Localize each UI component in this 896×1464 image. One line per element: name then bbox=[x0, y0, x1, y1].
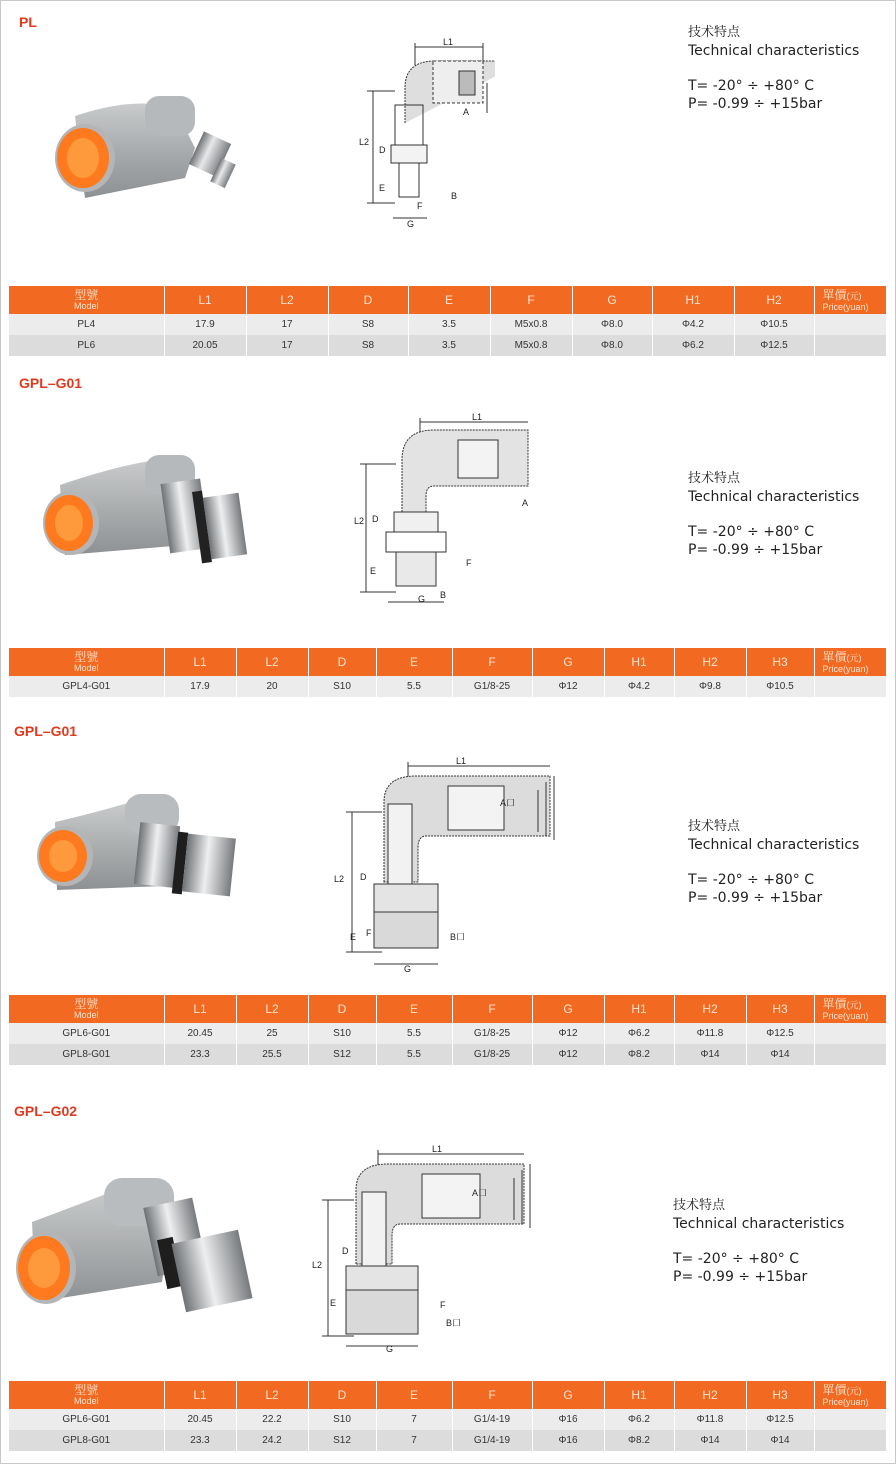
cell: S12 bbox=[308, 1044, 376, 1065]
dim-l1: L1 bbox=[443, 37, 454, 47]
port-b: B bbox=[440, 590, 447, 600]
header-col: E bbox=[376, 995, 452, 1023]
dim-g: G bbox=[404, 964, 412, 974]
dim-f: F bbox=[440, 1300, 446, 1310]
dim-e: E bbox=[370, 566, 377, 576]
cell: 22.2 bbox=[236, 1409, 308, 1430]
header-col: H1 bbox=[604, 1381, 674, 1409]
cell: Φ8.2 bbox=[604, 1044, 674, 1065]
header-col: L2 bbox=[236, 1381, 308, 1409]
cell: G1/8-25 bbox=[452, 1023, 532, 1044]
table-row bbox=[9, 1430, 886, 1451]
cell: 3.5 bbox=[408, 314, 490, 335]
tech-label-en: Technical characteristics bbox=[688, 837, 860, 853]
dim-d: D bbox=[360, 872, 367, 882]
product-photo-pl bbox=[45, 88, 245, 218]
cell: 20.45 bbox=[164, 1023, 236, 1044]
cell: Φ4.2 bbox=[652, 314, 734, 335]
cell: S10 bbox=[308, 1023, 376, 1044]
header-col: H1 bbox=[604, 648, 674, 676]
spec-table-gpl-g01-a bbox=[9, 648, 887, 697]
header-col: G bbox=[532, 995, 604, 1023]
header-model: 型號 Model bbox=[9, 1381, 164, 1409]
header-col: E bbox=[376, 1381, 452, 1409]
cell-model: GPL8-G01 bbox=[9, 1044, 164, 1065]
header-col: H3 bbox=[746, 995, 814, 1023]
header-col: H1 bbox=[652, 286, 734, 314]
tech-label-cn: 技术特点 bbox=[688, 25, 741, 40]
cell: Φ4.2 bbox=[604, 676, 674, 697]
drawing-gpl-g02 bbox=[310, 1140, 540, 1355]
port-a: A bbox=[522, 498, 529, 508]
section-title-gpl-g02: GPL–G02 bbox=[14, 1103, 78, 1119]
header-col: H2 bbox=[674, 648, 746, 676]
cell: S8 bbox=[328, 314, 408, 335]
dim-e: E bbox=[330, 1298, 337, 1308]
cell-model: GPL6-G01 bbox=[9, 1023, 164, 1044]
header-model: 型號 Model bbox=[9, 995, 164, 1023]
header-col: L2 bbox=[246, 286, 328, 314]
dim-g: G bbox=[418, 594, 426, 604]
header-col: D bbox=[308, 995, 376, 1023]
header-col: H2 bbox=[674, 995, 746, 1023]
section-title-pl: PL bbox=[19, 14, 37, 30]
cell-model: GPL6-G01 bbox=[9, 1409, 164, 1430]
dim-f: F bbox=[466, 558, 472, 568]
table-row bbox=[9, 314, 886, 335]
pressure-spec: P= -0.99 ÷ +15bar bbox=[673, 1269, 808, 1285]
header-col: E bbox=[408, 286, 490, 314]
temperature-spec: T= -20° ÷ +80° C bbox=[688, 872, 814, 888]
dim-e: E bbox=[379, 183, 386, 193]
port-a: A口 bbox=[500, 798, 516, 808]
cell: 7 bbox=[376, 1430, 452, 1451]
header-col: H3 bbox=[746, 1381, 814, 1409]
table-row bbox=[9, 335, 886, 356]
cell: Φ6.2 bbox=[604, 1023, 674, 1044]
tech-block-gpl-g01-a bbox=[688, 470, 859, 559]
cell: G1/8-25 bbox=[452, 1044, 532, 1065]
cell: 25.5 bbox=[236, 1044, 308, 1065]
cell-price bbox=[814, 1430, 886, 1451]
header-col: F bbox=[452, 1381, 532, 1409]
cell: Φ14 bbox=[674, 1430, 746, 1451]
cell: Φ10.5 bbox=[746, 676, 814, 697]
tech-label-cn: 技术特点 bbox=[688, 471, 741, 486]
dim-l2: L2 bbox=[312, 1260, 323, 1270]
header-col: F bbox=[452, 995, 532, 1023]
dim-e: E bbox=[350, 932, 357, 942]
header-col: H1 bbox=[604, 995, 674, 1023]
cell: Φ14 bbox=[674, 1044, 746, 1065]
cell: 20 bbox=[236, 676, 308, 697]
header-model: 型號 Model bbox=[9, 648, 164, 676]
cell: Φ12.5 bbox=[746, 1023, 814, 1044]
pressure-spec: P= -0.99 ÷ +15bar bbox=[688, 542, 823, 558]
temperature-spec: T= -20° ÷ +80° C bbox=[673, 1251, 799, 1267]
table-row bbox=[9, 1023, 886, 1044]
cell: Φ12.5 bbox=[734, 335, 814, 356]
header-col: L2 bbox=[236, 648, 308, 676]
cell: Φ12.5 bbox=[746, 1409, 814, 1430]
cell: Φ10.5 bbox=[734, 314, 814, 335]
cell: 17.9 bbox=[164, 314, 246, 335]
cell-model: GPL8-G01 bbox=[9, 1430, 164, 1451]
cell: Φ8.0 bbox=[572, 335, 652, 356]
tech-label-cn: 技术特点 bbox=[688, 819, 741, 834]
pressure-spec: P= -0.99 ÷ +15bar bbox=[688, 96, 823, 112]
cell: 5.5 bbox=[376, 1044, 452, 1065]
header-col: H2 bbox=[674, 1381, 746, 1409]
cell: 5.5 bbox=[376, 1023, 452, 1044]
header-col: L1 bbox=[164, 286, 246, 314]
header-col: L1 bbox=[164, 1381, 236, 1409]
product-photo-gpl-g01-a bbox=[35, 445, 250, 575]
cell: M5x0.8 bbox=[490, 314, 572, 335]
cell: 23.3 bbox=[164, 1044, 236, 1065]
table-row bbox=[9, 1409, 886, 1430]
cell: Φ6.2 bbox=[604, 1409, 674, 1430]
dim-f: F bbox=[417, 201, 423, 211]
port-b: B口 bbox=[450, 932, 466, 942]
cell: Φ8.0 bbox=[572, 314, 652, 335]
dim-g: G bbox=[386, 1344, 394, 1354]
dim-l2: L2 bbox=[334, 874, 345, 884]
dim-l1: L1 bbox=[432, 1144, 443, 1154]
cell-price bbox=[814, 1409, 886, 1430]
port-a: A bbox=[463, 107, 470, 117]
spec-table-pl bbox=[9, 286, 887, 356]
cell: 25 bbox=[236, 1023, 308, 1044]
cell: Φ12 bbox=[532, 1044, 604, 1065]
header-col: H2 bbox=[734, 286, 814, 314]
cell: Φ16 bbox=[532, 1430, 604, 1451]
cell: 20.05 bbox=[164, 335, 246, 356]
dim-l2: L2 bbox=[354, 516, 365, 526]
header-col: L1 bbox=[164, 995, 236, 1023]
cell-price bbox=[814, 1023, 886, 1044]
spec-table-gpl-g01-b bbox=[9, 995, 887, 1065]
port-b: B口 bbox=[446, 1318, 462, 1328]
section-title-gpl-g01-b: GPL–G01 bbox=[14, 723, 78, 739]
cell: Φ14 bbox=[746, 1430, 814, 1451]
header-col: G bbox=[532, 648, 604, 676]
spec-table-gpl-g02 bbox=[9, 1381, 887, 1451]
cell: Φ12 bbox=[532, 1023, 604, 1044]
drawing-gpl-g01-a bbox=[352, 408, 532, 608]
dim-l1: L1 bbox=[472, 412, 483, 422]
cell: Φ6.2 bbox=[652, 335, 734, 356]
cell-price bbox=[814, 676, 886, 697]
tech-block-gpl-g01-b bbox=[688, 818, 859, 907]
dim-l2: L2 bbox=[359, 137, 370, 147]
tech-block-pl bbox=[688, 24, 859, 113]
temperature-spec: T= -20° ÷ +80° C bbox=[688, 524, 814, 540]
pressure-spec: P= -0.99 ÷ +15bar bbox=[688, 890, 823, 906]
product-photo-gpl-g02 bbox=[12, 1172, 262, 1322]
cell: 20.45 bbox=[164, 1409, 236, 1430]
product-photo-gpl-g01-b bbox=[25, 790, 245, 910]
cell-model: PL6 bbox=[9, 335, 164, 356]
cell: S8 bbox=[328, 335, 408, 356]
cell: 17.9 bbox=[164, 676, 236, 697]
cell: 3.5 bbox=[408, 335, 490, 356]
header-col: D bbox=[328, 286, 408, 314]
tech-block-gpl-g02 bbox=[673, 1197, 844, 1286]
cell: Φ8.2 bbox=[604, 1430, 674, 1451]
header-price: 單價(元) Price(yuan) bbox=[814, 995, 886, 1023]
tech-label-en: Technical characteristics bbox=[673, 1216, 845, 1232]
cell: Φ16 bbox=[532, 1409, 604, 1430]
header-price: 單價(元) Price(yuan) bbox=[814, 648, 886, 676]
cell: Φ12 bbox=[532, 676, 604, 697]
dim-l1: L1 bbox=[456, 756, 467, 766]
cell: M5x0.8 bbox=[490, 335, 572, 356]
cell-model: PL4 bbox=[9, 314, 164, 335]
cell: 7 bbox=[376, 1409, 452, 1430]
cell: Φ11.8 bbox=[674, 1409, 746, 1430]
cell: 5.5 bbox=[376, 676, 452, 697]
tech-label-cn: 技术特点 bbox=[673, 1198, 726, 1213]
drawing-pl bbox=[355, 33, 495, 228]
cell-model: GPL4-G01 bbox=[9, 676, 164, 697]
cell-price bbox=[814, 335, 886, 356]
cell: G1/8-25 bbox=[452, 676, 532, 697]
table-header bbox=[9, 1381, 886, 1409]
cell: Φ9.8 bbox=[674, 676, 746, 697]
cell: Φ11.8 bbox=[674, 1023, 746, 1044]
header-col: E bbox=[376, 648, 452, 676]
header-col: D bbox=[308, 1381, 376, 1409]
header-price: 單價(元) Price(yuan) bbox=[814, 1381, 886, 1409]
cell: S10 bbox=[308, 676, 376, 697]
header-col: H3 bbox=[746, 648, 814, 676]
header-col: F bbox=[490, 286, 572, 314]
cell: S12 bbox=[308, 1430, 376, 1451]
tech-label-en: Technical characteristics bbox=[688, 43, 860, 59]
cell: 24.2 bbox=[236, 1430, 308, 1451]
header-price: 單價(元) Price(yuan) bbox=[814, 286, 886, 314]
temperature-spec: T= -20° ÷ +80° C bbox=[688, 78, 814, 94]
dim-f: F bbox=[366, 928, 372, 938]
port-a: A口 bbox=[472, 1188, 488, 1198]
cell: G1/4-19 bbox=[452, 1409, 532, 1430]
header-col: F bbox=[452, 648, 532, 676]
header-col: G bbox=[532, 1381, 604, 1409]
cell-price bbox=[814, 1044, 886, 1065]
section-title-gpl-g01-a: GPL–G01 bbox=[19, 375, 83, 391]
cell: 23.3 bbox=[164, 1430, 236, 1451]
cell: 17 bbox=[246, 314, 328, 335]
dim-d: D bbox=[372, 514, 379, 524]
cell: S10 bbox=[308, 1409, 376, 1430]
dim-d: D bbox=[379, 145, 386, 155]
header-col: D bbox=[308, 648, 376, 676]
table-row bbox=[9, 1044, 886, 1065]
cell-price bbox=[814, 314, 886, 335]
tech-label-en: Technical characteristics bbox=[688, 489, 860, 505]
table-header bbox=[9, 286, 886, 314]
cell: Φ14 bbox=[746, 1044, 814, 1065]
drawing-gpl-g01-b bbox=[330, 752, 560, 977]
header-col: L1 bbox=[164, 648, 236, 676]
port-b: B bbox=[451, 191, 458, 201]
dim-g: G bbox=[407, 219, 415, 228]
header-col: L2 bbox=[236, 995, 308, 1023]
table-header bbox=[9, 648, 886, 676]
table-row bbox=[9, 676, 886, 697]
header-col: G bbox=[572, 286, 652, 314]
header-model: 型號 Model bbox=[9, 286, 164, 314]
cell: G1/4-19 bbox=[452, 1430, 532, 1451]
cell: 17 bbox=[246, 335, 328, 356]
table-header bbox=[9, 995, 886, 1023]
dim-d: D bbox=[342, 1246, 349, 1256]
